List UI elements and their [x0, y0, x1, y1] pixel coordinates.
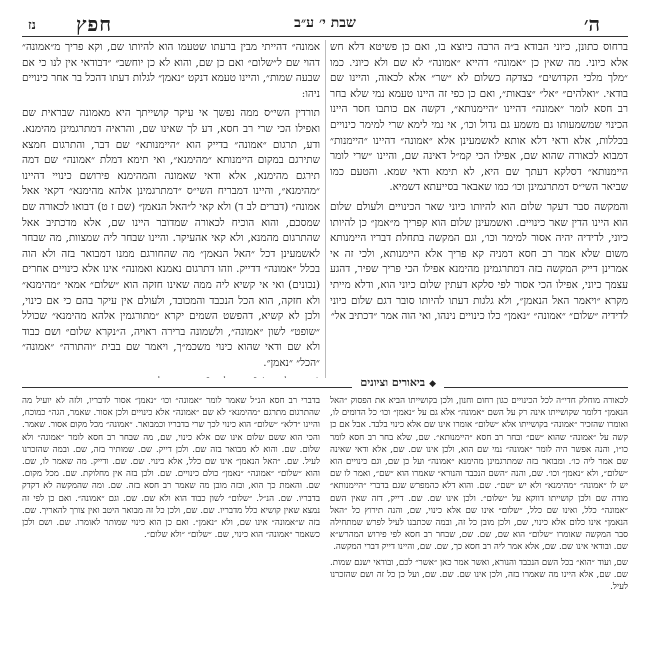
main-paragraph: תורדין השי״ס ממה נפשך אי עיקר קושייתך היא מאמונה שבראית שם ואפילו הכי שרי רב חסא, דע לך שאינו שם, והראיה דמתרגמינן מהימנא. ודע, תרגום ״אמונה״ בדייק הוא ״היימנותא״ שם דבר, והתרגום חמצא שתירגם במקום היימנותא ״מהימנא״, ואי תימא דמלת ״אמונה״ שם דמה תירגם מהימנא, אלא ודאי שאמונה והמהימנא פירושם כינויי דהיינו ״מהימנא״, והיינו דמבריח השי״ס ״דמתרגמינן אלהא מהימנא״ דקאי אאל אמונה״ (דברים לב ד) ולא קאי ל״האל הנאמן״ (שם ז ט) דבואו לכאורה שם שמסכם, והוא הוכיח לכאורה שמדובר היינו שם, אלא מדכתיב אאל שהתרגום מהמנא, ולא קאי אהעיקר. והיינו שבחר ליה שמצוות, מה שבחר לאשמעינן דכל ״האל הנאמן״ מה שהחורגם ממנו דמבואר בזה ולא הוה בכלל ״אמונה״ דדייק. וזהו דתרגום נאמנא ואמונה״ אינו אלא כינויים אחרים (נכונים) ואי אי קשיא ליה ממה שאינו חזקה הוא ״שלום״ אמאי ״מהימנא״ ולא חזקה, הוא הכל הנכבד והמכובד, ולעולם אין עיקר בהם כי אם כינוי, ולכן לא קשיא, דהפשט השמים יקרא ״מתורגמין אלהא מהימנא״ שכולל ״שופט״ לשון ״אמונה״, ולשמונה ברירה ראויה, ה״נקרא שלום״ ושם כבוד ולא שם ודאי שהוא כינוי משכמ״ך, ויאמר שם בבית ״והתורה״ ״אמונה״ ״הכל״ ״נאמן״. — [22, 107, 320, 369]
header-divider — [22, 36, 628, 37]
folio-reference: שבת י׳ ע״ב — [294, 15, 356, 31]
main-paragraph: והמקשה סבר דעקר שלום הוא להיותו כיוני שאר הכינויים ולעולם שלום הוא היינו הדין שאר כינויים. ואשמעינן שלום הוא קפריך מ״אמן״ כן להיותו כיוני, לדידיה יהיה אסור למימר וכו׳, וגם המקשה בתחלת דבריו היימנותא משום שלא אמר רב חסא דמניה קא פריך אלא היימנותא, ולכי זה אי אמרינן דייק המקשה בזה דמתרגמינן מהימנא אפילו הכי פריך שפיר, דהגע עצמך כיוני, אפילו הכי אסור לפי סלקא דעתין שלום כיוני הוא, ודלא מייתי מקרא ״ויאמר האל הנאמן״, ולא גלגות דעתו להיותו סובר דגם שלום כיוני לדידיה ״שלום״ ״אמונה״ ״נאמן״ כלו כינויים נינהו, ואי הוה אמר ״דכתיב אל״ — [330, 200, 628, 323]
notes-column-left — [22, 395, 320, 645]
page-number: נז — [28, 18, 36, 33]
book-title: חפץ — [76, 12, 113, 36]
main-paragraph: ברחוס כתונן, כיוני הבודא ב״ה הרבה כיוצא בו, ואם כן פשיטא דלא חש אלא כיוני. מה שאין כן ״אמונה״ דהייא ״אמונה״ לא שם ולא כיוני. כמו ״מלך מלכי הקדושים״ כצדקה כשלום לא ״שר״ אלא לכאוה, והיינו שם בודאי. ״ואלהים״ ״אל״ ״צבאות״, ואם כן כפי זה היינו טעמא נמי שלא בחר רב חסא לומר ״אמונה״ דהיינו ״היימנותא״, דקשה אם כותבו חסר היינו הכינוי שמשמעותו גם משמע גם גדול וכו׳, אי נמי לימא שרי למימר כינויים בכללות, אלא ודאי דלא אותא לאשמעינן אלא ״אמונה״ דהיינו ״היימנות״ דמבוא לכאורה שהוא שם, אפילו הכי קמ״ל דאינה שם, והיינו ״שרי לומר היימנותא״ דסלקא דעתך שם היא, לא תימא ודאי שמא. והטעם כמו שביאר השי״ס דמתרגמינן וכו׳ כמו שאבאר בסייעתא דשמיא. — [330, 41, 628, 194]
main-paragraph — [22, 375, 320, 378]
main-paragraph: אמונה״ דהייתי מבין ברעתו שטעמו הוא להיותו שם, וקא פריך מ״אמונה״ דהוי שם ל״שלום״ ואם כן שם, והוא לא כן יוחשב״ ״דבודאי אין לנו כי אם שבעה שמות״, והיינו טעמא דנקט ״נאמן״ לגלות דעתו דהכל בר אחר כינויים ניהו: — [22, 41, 320, 100]
main-column-left — [22, 40, 320, 378]
running-header — [22, 12, 628, 36]
commentary-notes — [22, 395, 628, 645]
note-paragraph: בדברי רב חסא הנ״ל שאמר לומר ״אמונה״ וכו׳ ״נאמן״ אסור לדבריו, ולזה לא יועיל מה שהתרגום מתרגם ״מהימנא״ לא שם ״אמונה״ אלא כינויים ולכן אסור. שאמר, הגה״ כמוכח, והיינו ״דלא״ ״שלום״ הוא כינוי לכך שרי בדבריו וכמבואר. ״אמונה״ מכל מקום אסור. שאמר. והכי הוא ששם שלום אינו שם אלא כינוי, שם, מה שבחר רב חסא לומר ״אמונה״ ולא שלום. שם. והוא לא מבואר בזה שם. ולכן דייק. שם. שמותיר בזה, שם. ובמה שהזכרנו לעיל. שם. ״האל הנאמן״ אינו שם כלל, אלא כינוי. שם. שם. ודייק. מה שאמר לו, שם. והוא ״שלום״ ״אמונה״ ״נאמן״ כולם כינויים. שם. ולכן בזה אין מחלוקת. שם. מכל מקום. שם. והאמת כך הוא, ובזה מובן מה שאמר רב חסא בזה. שם. ומה שהמקשה לא דקדק בדבריו. שם. הנ״ל. ״שלום״ לשון כבוד הוא ולא שם. שם. וגם ״אמונה״. ואם כן לפי זה נמצא שאין קושיא כלל מדבריו. שם. שם, ולכן כל זה מבואר היטב ואין צורך להאריך. שם. בזה ש״אמונה״ אינו שם, ולא ״נאמן״. ואם כן הוא כינוי שמותר לאומרו. שם. ושם ולכן כשאמר ״אמונה״ הוא כינוי, שם. ״שלום״ ״ולא שלום״. — [22, 396, 320, 541]
commentary-heading — [352, 376, 444, 389]
section-letter: ה׳ — [583, 12, 600, 36]
main-text — [22, 40, 628, 378]
column-divider — [325, 40, 326, 378]
note-paragraph: שם, ועוד ״הוא״ בכל השם הנכבד והנורא, ואשר אמר כאן ״אשר״ לכם, ובודאי ישנם שמות. שם. שם, אלא היינו מה שאמרו בזה, ולכן אינו שם. שם. שם, ועל כן כל זה ושם שהזכרנו לעיל. — [330, 557, 628, 593]
notes-column-right — [330, 395, 628, 645]
commentary-heading-text: ביאורים וציונים — [360, 376, 426, 389]
note-paragraph: לכאורה מוחלק חדי״ה לכל הכינויים כגון רחום וחנון, ולכן בקושייתו הביא את הפסוק ״האל הנאמן״ דלומר שקושייתו אינה רק על השם ״אמונה״ אלא גם על ״נאמן״ וכו׳ כל הדומים לו, ואומרו שהזכיר ״אמונה״ בקושייתו אלא ״שלום״ אומרו אינו שם אלא כינוי בלבד. אבל אם כן קשה על ״אמונה״ שהוא ״שם״ ובחר רב חסא ״היימנותא״. שם, שלא בחר רב חסא לומר כו״ו, והנה אפשר היה לומר ״אמונה״ נמי שם הוא, ולכן אינו שם. שם, אלא ודאי שאינה שם אמר ליה כו׳. ומבואר בזה שמתרגמינן מהימנא ״אמונה״ ועל כן שם, וגם כינויים הוא ״שלום״, ולא ״נאמן״ וכו׳. שם, והנה ״השם הנכבד והנורא״ שאמרו הוא ״שם״, ואמר לו שם יש לו ״אמונה״ ״מהימנא״ ולא יש ״שם״. שם. והוא דלא כהמפרש שגם בדברי ״היימנותא״ מודה שם ולכן קושייתו דווקא על ״שלום״. ולכן אינו שם. שם. דייק, דזה שאין השם ״אמונה״ כלל, ואינו שם כלל, ״שלום״ אינו שם אלא כינוי, שם, והנה תירוץ כל ״האל הנאמן״ אינו כלום אלא כינוי, שם, ולכן מובן כל זה, ובמה שכתבנו לעיל לפרש שמתחילה סבר המקשה שאומרו ״שלום״ הוא שם, שם. שם, שבחר רב חסא לפי פירוש המהרש״א שם. ובודאי אינו שם. שם, אלא אמר ליה רב חסא כך, שם. שם, והיינו דייק דברי המקשה. — [330, 396, 628, 553]
heading-bullet-icon: ◆ — [429, 379, 436, 389]
section-divider — [22, 383, 628, 391]
main-column-right — [330, 40, 628, 378]
